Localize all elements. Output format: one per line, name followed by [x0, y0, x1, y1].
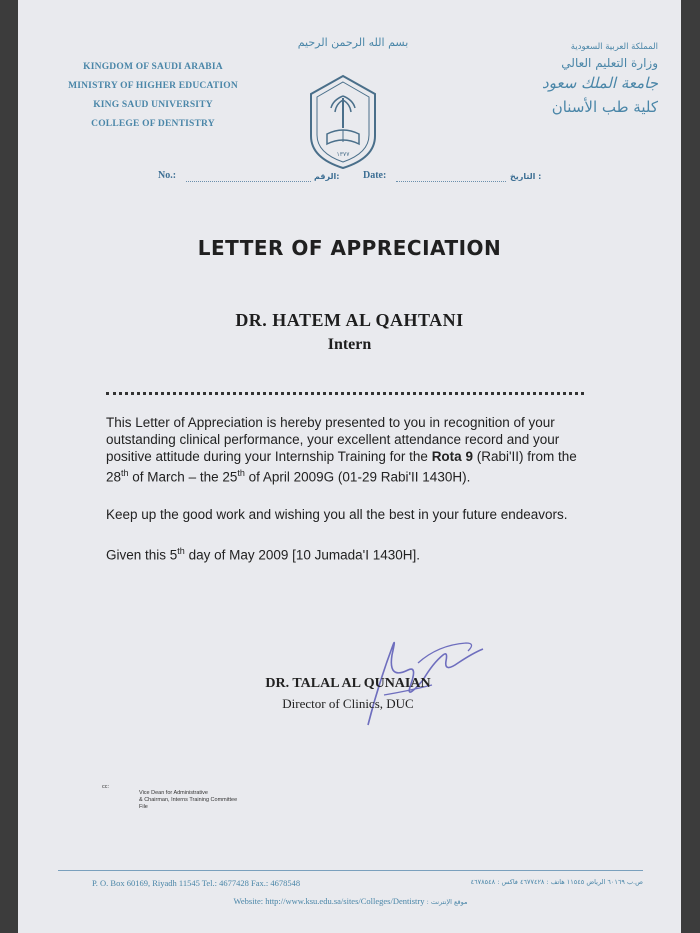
body-paragraph-3: Given this 5th day of May 2009 [10 Jumada'I 1430H]. [106, 545, 421, 562]
cc-label: cc: [102, 784, 110, 790]
letterhead-arabic [488, 40, 658, 116]
signatory-name: DR. TALAL AL QUNAIAN [265, 676, 431, 691]
dotted-separator [106, 388, 584, 395]
reference-number-label-ar: الرقم: [314, 172, 340, 181]
letterhead-ar-line: المملكة العربية السعودية [570, 42, 658, 52]
date-label: Date: [363, 170, 387, 181]
date-field [396, 171, 506, 182]
letter-title: LETTER OF APPRECIATION [197, 236, 502, 260]
letterhead-en-line: KINGDOM OF SAUDI ARABIA [83, 62, 223, 72]
letterhead-en-line: COLLEGE OF DENTISTRY [91, 119, 215, 129]
body-paragraph-2: Keep up the good work and wishing you all the best in your future endeavors. [106, 506, 568, 522]
letterhead-english [58, 58, 248, 134]
cc-item: File [139, 804, 148, 810]
rota-label: Rota 9 [431, 449, 473, 464]
letterhead-ar-line: وزارة التعليم العالي [561, 56, 658, 70]
letterhead-ar-line: جامعة الملك سعود [542, 74, 658, 92]
reference-number-field [186, 171, 311, 182]
body-paragraph-1: This Letter of Appreciation is hereby presented to you in recognition of your outstanding clinical performance, your excellent attendance record and your positive attitude during your Internship Training for the Rota 9 (Rabi'II) from the 28th of March – the 25th of April 2009G (01-29 Rabi'II 1430H). [106, 415, 577, 485]
recipient-name: DR. HATEM AL QAHTANI [235, 310, 464, 330]
date-label-ar: التاريخ : [510, 172, 542, 181]
letterhead-ar-line: كلية طب الأسنان [551, 98, 658, 116]
footer-address-en: P. O. Box 60169, Riyadh 11545 Tel.: 4677428 Fax.: 4678548 [92, 878, 301, 888]
letterhead-en-line: MINISTRY OF HIGHER EDUCATION [68, 81, 238, 91]
recipient-role: Intern [327, 336, 372, 353]
signatory-title: Director of Clinics, DUC [282, 696, 414, 711]
svg-text:١٣٧٧: ١٣٧٧ [336, 151, 350, 158]
footer-website-ar: : موقع الإنترنت [426, 898, 468, 906]
footer-divider [58, 870, 643, 871]
footer-website [58, 896, 643, 906]
basmala: بسم الله الرحمن الرحيم [297, 36, 409, 49]
cc-list [139, 790, 237, 811]
letter-page [18, 0, 681, 933]
cc-item: & Chairman, Interns Training Committee [139, 797, 238, 803]
footer-website-en: Website: http://www.ksu.edu.sa/sites/Colleges/Dentistry [233, 896, 425, 906]
letterhead-en-line: KING SAUD UNIVERSITY [93, 100, 213, 110]
reference-number-label: No.: [158, 170, 177, 181]
university-seal-logo [303, 72, 383, 172]
cc-item: Vice Dean for Administrative [139, 790, 208, 796]
footer-address-ar: ص.ب ٦٠١٦٩ الرياض ١١٥٤٥ هاتف : ٤٦٧٧٤٢٨ فاكس : ٤٦٧٨٥٤٨ [470, 878, 643, 886]
letter-body [106, 414, 596, 583]
